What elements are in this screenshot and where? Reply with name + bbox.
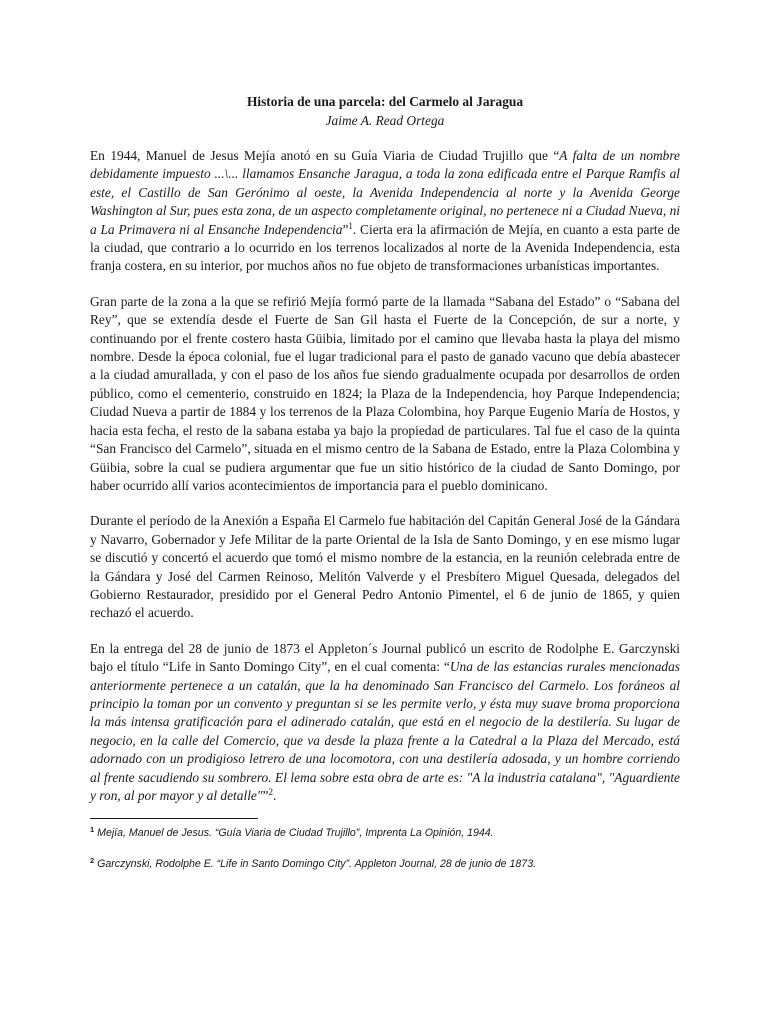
paragraph-1-quote: A falta de un nombre debidamente impuesto ...\... llamamos Ensanche Jaragua, a toda la zona edificada entre el Parque Ramfis al este, el Castillo de San Gerónimo al oeste, la Avenida Independencia al norte y la Avenida George Washington al Sur, pues esta zona, de un aspecto completamente original, no pertenece ni a Ciudad Nueva, ni a La Primavera ni al Ensanche Independencia	[90, 148, 680, 237]
paragraph-1-rest: . Cierta era la afirmación de Mejía, en cuanto a esta parte de la ciudad, que contrario a lo ocurrido en los terrenos localizados al norte de la Avenida Independencia, esta franja costera, en su interior, por muchos años no fue objeto de transformaciones urbanísticas importantes.	[90, 221, 680, 274]
footnote-ref-2[interactable]: 2	[268, 787, 273, 797]
footnote-ref-1[interactable]: 1	[348, 220, 353, 231]
footnote-separator	[90, 818, 258, 819]
footnote-2-text: Garczynski, Rodolphe E. “Life in Santo Domingo City”. Appleton Journal, 28 de junio de 1873.	[94, 858, 537, 871]
document-title: Historia de una parcela: del Carmelo al Jaragua	[246, 94, 524, 109]
paragraph-2: Gran parte de la zona a la que se refirió Mejía formó parte de la llamada “Sabana del Estado” o “Sabana del Rey”, que se extendía desde el Fuerte de San Gil hasta el Fuerte de la Concepción, de sur a norte, y continuando por el frente costero hasta Güibia, limitado por el camino que llevaba hasta la playa del mismo nombre. Desde la época colonial, fue el lugar tradicional para el pasto de ganado vacuno que debía abastecer a la ciudad amurallada, y con el paso de los años fue siendo gradualmente ocupada por desarrollos de orden público, como el cementerio, construido en 1824; la Plaza de la Independencia, hoy Parque Independencia; Ciudad Nueva a partir de 1884 y los terrenos de la Plaza Colombina, hoy Parque Eugenio María de Hostos, y hacia esta fecha, el resto de la sabana estaba ya bajo la propiedad de particulares. Tal fue el caso de la quinta “San Francisco del Carmelo”, situada en el mismo centro de la Sabana de Estado, entre la Plaza Colombina y Güibia, sobre la cual se pudiera argumentar que fue un sitio histórico de la ciudad de Santo Domingo, por haber ocurrido allí varios acontecimientos de importancia para el pueblo dominicano.	[90, 293, 680, 493]
footnote-1-number: 1	[90, 825, 95, 835]
footnote-1-text: Mejía, Manuel de Jesus. “Guía Viaria de Ciudad Trujillo”, Imprenta La Opinión, 1944.	[94, 827, 494, 840]
paragraph-1	[90, 147, 680, 276]
paragraph-1-intro: En 1944, Manuel de Jesus Mejía anotó en su Guía Viaria de Ciudad Trujillo que “	[90, 148, 560, 163]
footnote-2	[90, 857, 680, 871]
document-author: Jaime A. Read Ortega	[325, 113, 445, 128]
paragraph-4	[90, 640, 680, 806]
paragraph-4-end: .	[272, 788, 277, 803]
paragraph-4-quote-close: ”	[262, 788, 269, 803]
footnote-1	[90, 826, 680, 840]
paragraph-3: Durante el período de la Anexión a España El Carmelo fue habitación del Capitán General José de la Gándara y Navarro, Gobernador y Jefe Militar de la parte Oriental de la Isla de Santo Domingo, y en ese mismo lugar se discutió y concertó el acuerdo que tomó el mismo nombre de la estancia, en la reunión celebrada entre de la Gándara y José del Carmen Reinoso, Melitón Valverde y el Presbítero Miguel Quesada, delegados del Gobierno Restaurador, presidido por el General Pedro Antonio Pimentel, el 6 de junio de 1865, y quien rechazó el acuerdo.	[90, 513, 680, 621]
paragraph-4-intro: En la entrega del 28 de junio de 1873 el Appleton´s Journal publicó un escrito de Rodolphe E. Garczynski bajo el título “Life in Santo Domingo City”, en el cual comenta: “	[90, 640, 680, 675]
paragraph-1-quote-close: ”	[342, 221, 349, 237]
footnote-2-number: 2	[90, 856, 95, 866]
paragraph-4-quote: Una de las estancias rurales mencionadas anteriormente pertenece a un catalán, que la ha denominado San Francisco del Carmelo. Los foráneos al principio la toman por un convento y preguntan si se les permite verlo, y ésta muy suave broma proporciona la más intensa gratificación para el adinerado catalán, que está en el negocio de la destilería. Su lugar de negocio, en la calle del Comercio, que va desde la plaza frente a la Catedral a la Plaza del Mercado, está adornado con un prodigioso letrero de una locomotora, con una destilería adosada, y un hombre corriendo al frente sacudiendo su sombrero. El lema sobre esta obra de arte es: "A la industria catalana", "Aguardiente y ron, al por mayor y al detalle"	[90, 659, 681, 803]
